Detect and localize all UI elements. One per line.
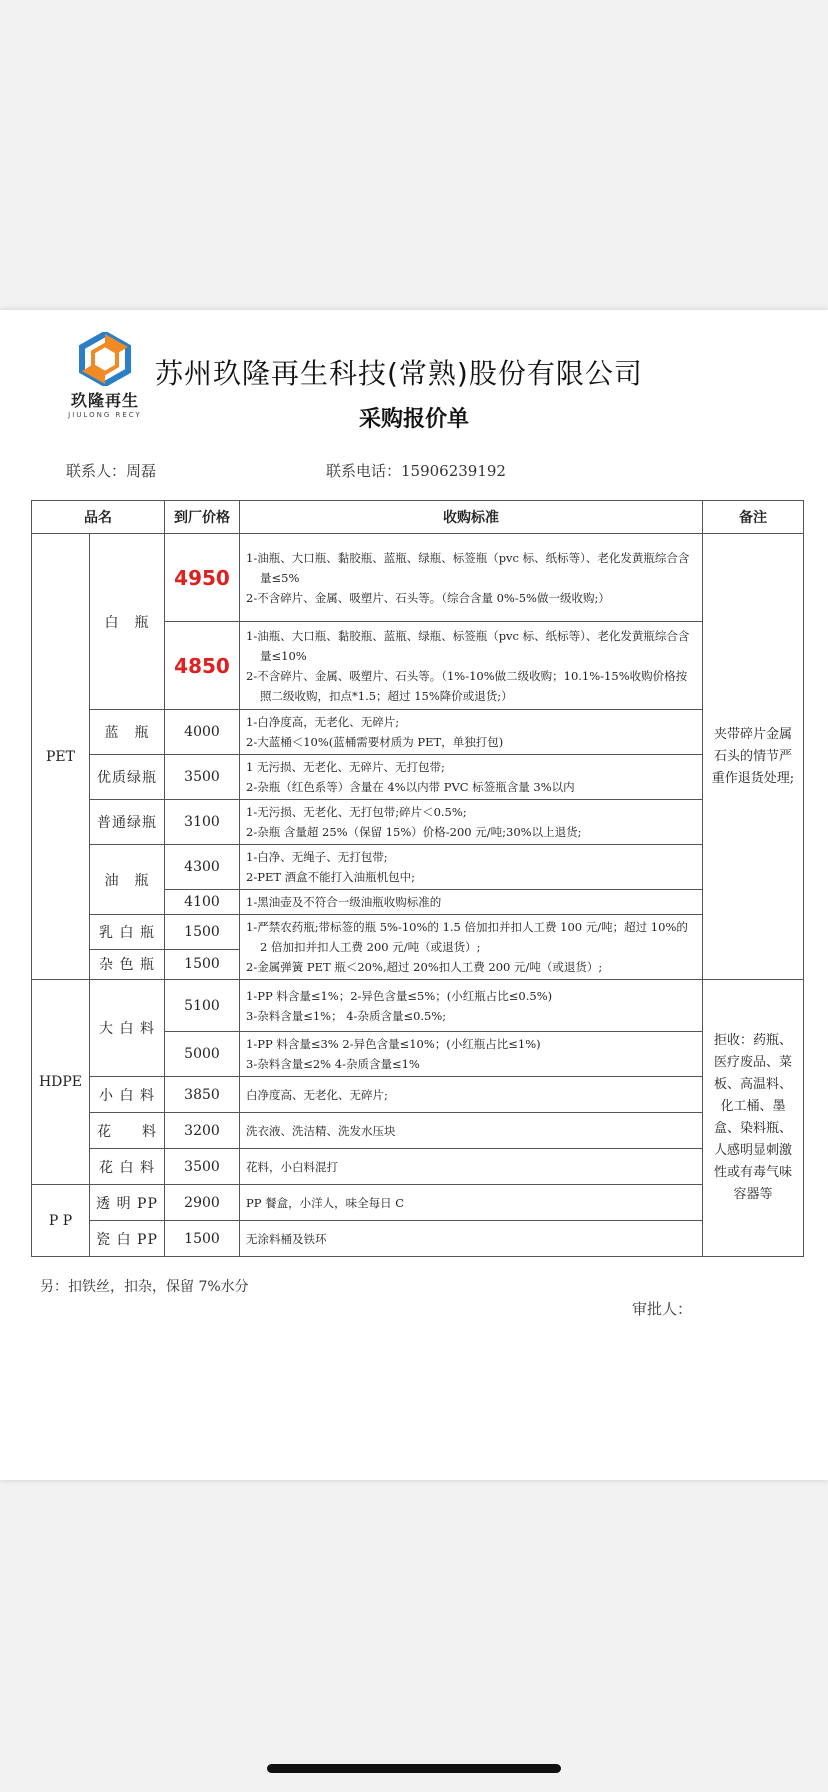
price-value: 1500 [165,1221,240,1257]
standard-line: 1-黑油壶及不符合一级油瓶收购标准的 [246,895,442,909]
standard-line: 花料，小白料混打 [246,1159,338,1174]
price-table [31,500,804,1257]
table-row [32,845,804,890]
standard-line: 2-不含碎片、金属、吸塑片、石头等。（综合含量 0%-5%做一级收购;） [246,590,610,605]
standard-cell [240,980,703,1032]
standard-cell [240,1113,703,1149]
standard-line: 2-不含碎片、金属、吸塑片、石头等。（1%-10%做二级收购；10.1%-15%收购价格按照二级收购，扣点*1.5；超过 15%降价或退货;） [246,668,688,703]
price-value: 1500 [165,949,240,979]
footnote: 另：扣铁丝，扣杂，保留 7%水分 [40,1279,249,1295]
standard-line: PP 餐盒，小洋人，味全每日 C [246,1195,405,1210]
standard-line: 2-杂瓶 含量超 25%（保留 15%）价格-200 元/吨;30%以上退货; [246,825,582,839]
standard-cell [240,1221,703,1257]
standard-cell [240,1032,703,1077]
remark-hdpe: 拒收：药瓶、医疗废品、菜板、高温料、化工桶、墨盒、染料瓶、人感明显刺激性或有毒气味容器等 [703,980,804,1257]
product-name: 花 料 [90,1113,165,1149]
standard-line: 1 无污损、无老化、无碎片、无打包带; [246,760,445,774]
standard-cell [240,755,703,800]
product-name: 透 明 PP [90,1185,165,1221]
contact-phone: 联系电话：15906239192 [326,462,506,480]
standard-line: 2-大蓝桶＜10%(蓝桶需要材质为 PET，单独打包) [246,735,504,749]
standard-cell [240,915,703,980]
table-row [32,1221,804,1257]
category-hdpe: HDPE [32,980,90,1185]
standard-line: 1-油瓶、大口瓶、黏胶瓶、蓝瓶、绿瓶、标签瓶（pvc 标、纸标等）、老化发黄瓶综合含量≤10% [246,628,690,663]
standard-line: 白净度高、无老化、无碎片; [246,1087,388,1102]
price-value: 2900 [165,1185,240,1221]
price-value: 5000 [165,1032,240,1077]
table-row [32,534,804,622]
standard-line: 1-PP 料含量≤3% 2-异色含量≤10%；(小红瓶占比≤1%) [246,1037,541,1051]
table-row [32,1077,804,1113]
standard-line: 无涂料桶及铁环 [246,1231,327,1246]
price-value: 1500 [165,915,240,950]
category-pet: PET [32,534,90,980]
table-row [32,980,804,1032]
standard-cell [240,710,703,755]
standard-cell [240,1149,703,1185]
standard-cell [240,800,703,845]
standard-line: 2-PET 酒盒不能打入油瓶机包中; [246,870,416,884]
standard-line: 2-杂瓶（红色系等）含量在 4%以内带 PVC 标签瓶含量 3%以内 [246,780,575,794]
header-remark: 备注 [703,501,804,534]
price-value: 4100 [165,890,240,915]
standard-cell [240,1185,703,1221]
table-header-row [32,501,804,534]
standard-cell [240,622,703,710]
standard-line: 洗衣液、洗洁精、洗发水压块 [246,1123,396,1138]
price-value: 3100 [165,800,240,845]
product-name: 普通绿瓶 [90,800,165,845]
price-value: 4000 [165,710,240,755]
quote-sheet [0,310,828,1480]
table-row [32,800,804,845]
standard-cell [240,890,703,915]
hexagon-logo-icon [76,332,134,386]
standard-line: 1-白净度高，无老化、无碎片; [246,715,400,729]
contact-person: 联系人：周磊 [66,462,157,480]
standard-cell [240,1077,703,1113]
remark-pet: 夹带碎片金属石头的情节严重作退货处理; [703,534,804,980]
logo-english-name: JIULONG RECY [68,411,142,419]
price-value: 3500 [165,1149,240,1185]
header-standard: 收购标准 [240,501,703,534]
header-price: 到厂价格 [165,501,240,534]
price-value: 4850 [165,622,240,710]
standard-line: 3-杂料含量≤1%； 4-杂质含量≤0.5%; [246,1008,447,1023]
product-name: 小 白 料 [90,1077,165,1113]
document-title: 采购报价单 [358,407,469,432]
standard-cell [240,534,703,622]
table-row [32,1113,804,1149]
product-name: 优质绿瓶 [90,755,165,800]
price-value: 4950 [165,534,240,622]
home-indicator[interactable] [267,1764,561,1773]
table-row [32,1149,804,1185]
product-name: 蓝 瓶 [90,710,165,755]
standard-line: 1-严禁农药瓶;带标签的瓶 5%-10%的 1.5 倍加扣并扣人工费 100 元/吨；超过 10%的 2 倍加扣并扣人工费 200 元/吨（或退货）; [246,920,688,954]
category-pp: P P [32,1185,90,1257]
company-name: 苏州玖隆再生科技(常熟)股份有限公司 [155,357,643,390]
table-row [32,710,804,755]
standard-line: 1-白净、无绳子、无打包带; [246,850,388,864]
price-value: 3200 [165,1113,240,1149]
table-row [32,1185,804,1221]
header-product: 品名 [32,501,165,534]
standard-line: 2-金属弹簧 PET 瓶＜20%,超过 20%扣人工费 200 元/吨（或退货）; [246,960,603,974]
standard-line: 1-油瓶、大口瓶、黏胶瓶、蓝瓶、绿瓶、标签瓶（pvc 标、纸标等）、老化发黄瓶综合含量≤5% [246,550,690,585]
price-value: 3850 [165,1077,240,1113]
table-row [32,755,804,800]
product-name: 花 白 料 [90,1149,165,1185]
price-value: 5100 [165,980,240,1032]
standard-line: 1-无污损、无老化、无打包带;碎片＜0.5%; [246,805,467,819]
standard-line: 3-杂料含量≤2% 4-杂质含量≤1% [246,1057,420,1071]
product-name: 乳 白 瓶 [90,915,165,950]
product-name: 白 瓶 [90,534,165,710]
standard-line: 1-PP 料含量≤1%；2-异色含量≤5%；(小红瓶占比≤0.5%) [246,988,553,1003]
price-value: 3500 [165,755,240,800]
approver-label: 审批人： [632,1300,693,1318]
price-value: 4300 [165,845,240,890]
logo-chinese-name: 玖隆再生 [70,391,139,410]
standard-cell [240,845,703,890]
table-row [32,915,804,950]
product-name: 瓷 白 PP [90,1221,165,1257]
product-name: 杂 色 瓶 [90,949,165,979]
product-name: 油 瓶 [90,845,165,915]
product-name: 大 白 料 [90,980,165,1077]
